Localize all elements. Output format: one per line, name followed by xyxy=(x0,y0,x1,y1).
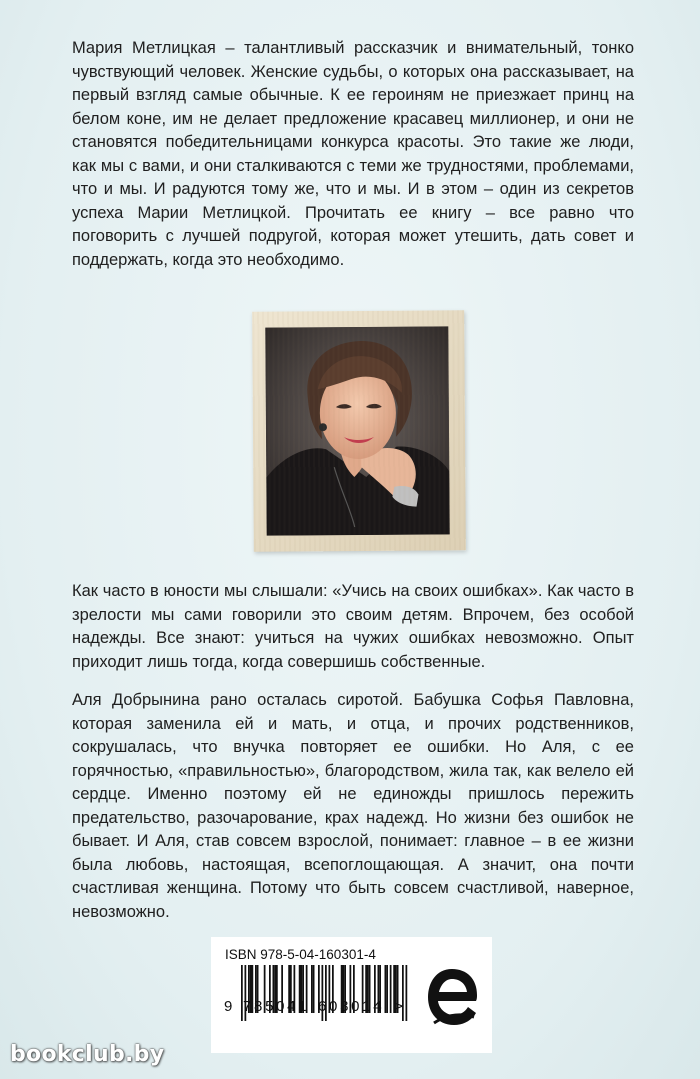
eksmo-logo-icon xyxy=(424,965,480,1029)
watermark: bookclub.by xyxy=(10,1042,165,1067)
barcode-arrow: > xyxy=(394,998,403,1015)
about-author-paragraph: Мария Метлицкая – талантливый рассказчик и внимательный, тонко чувствующий человек. Женские судьбы, о которых она рассказывает, на первый взгляд самые обычные. К ее героиням не приезжает принц на белом коне, им не делает предложение красавец миллионер, и они не становятся победительницами конкурса красоты. Это такие же люди, как мы с вами, и они сталкиваются с теми же трудностями, проблемами, что и мы. И радуются тому же, что и мы. И в этом – один из секретов успеха Марии Метлицкой. Прочитать ее книгу – все равно что поговорить с лучшей подругой, которая может утешить, дать совет и поддержать, когда это необходимо. xyxy=(72,39,634,269)
barcode-digits-left: 785041 xyxy=(243,998,310,1015)
barcode-block xyxy=(211,937,492,1053)
barcode-digits-right: 603014 xyxy=(318,998,385,1015)
intro-paragraph: Как часто в юности мы слышали: «Учись на своих ошибках». Как часто в зрелости мы сами говорили это своим детям. Впрочем, без особой надежды. Все знают: учиться на чужих ошибках невозможно. Опыт приходит лишь тогда, когда совершишь собственные. xyxy=(72,582,634,671)
barcode-digit-first: 9 xyxy=(224,998,233,1015)
photo-frame xyxy=(252,310,466,551)
story-paragraph: Аля Добрынина рано осталась сиротой. Бабушка Софья Павловна, которая заменила ей и мать, и отца, и прочих родственников, сокрушалась, что внучка повторяет ее ошибки. Но Аля, с ее горячностью, «правильностью», благородством, жила так, как велело ей сердце. Именно поэтому ей не единожды пришлось пережить предательство, разочарование, крах надежд. Но жизни без ошибок не бывает. И Аля, став совсем взрослой, понимает: главное – в ее жизни была любовь, настоящая, всепоглощающая. А значит, она почти счастливая женщина. Потому что быть совсем счастливой, наверное, невозможно. xyxy=(72,691,634,921)
author-portrait-icon xyxy=(265,326,449,535)
isbn-label: ISBN 978-5-04-160301-4 xyxy=(225,947,376,962)
